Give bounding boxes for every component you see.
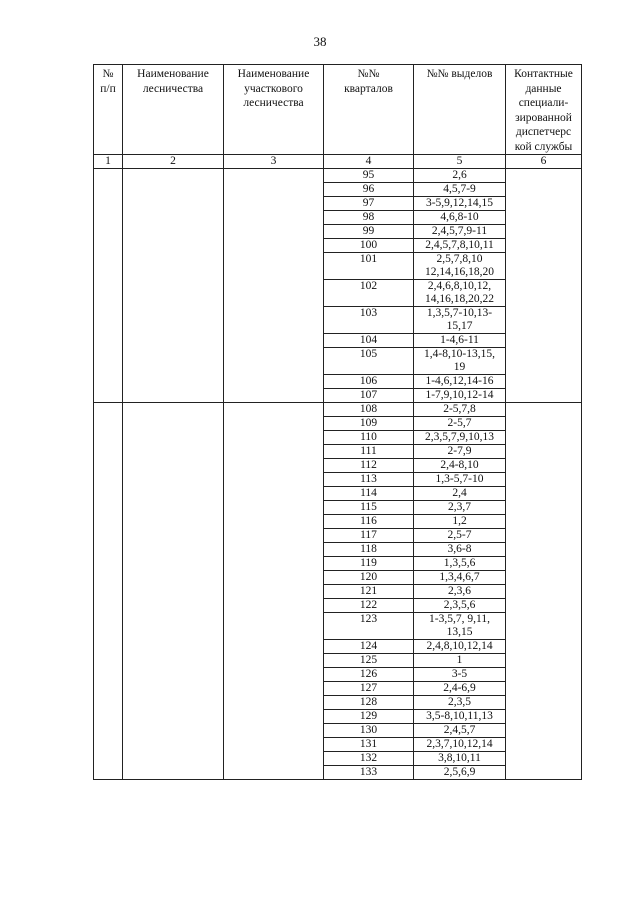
plots-cell: 1,2 (414, 515, 506, 529)
quarter-cell: 108 (324, 403, 414, 417)
quarter-cell: 133 (324, 766, 414, 780)
plots-cell: 2,4-8,10 (414, 459, 506, 473)
quarter-cell: 99 (324, 225, 414, 239)
header-forestry-name: Наименование лесничества (123, 65, 224, 155)
quarter-cell: 127 (324, 682, 414, 696)
quarter-cell: 132 (324, 752, 414, 766)
plots-cell: 2,3,5,6 (414, 599, 506, 613)
quarter-cell: 117 (324, 529, 414, 543)
plots-cell: 3-5,9,12,14,15 (414, 197, 506, 211)
plots-cell: 2,5,6,9 (414, 766, 506, 780)
plots-cell: 2,4 (414, 487, 506, 501)
blank-district-cell (224, 403, 324, 780)
plots-cell: 3,8,10,11 (414, 752, 506, 766)
quarter-cell: 118 (324, 543, 414, 557)
header-district-forestry-name: Наименование участкового лесничества (224, 65, 324, 155)
quarter-cell: 98 (324, 211, 414, 225)
header-plots: №№ выделов (414, 65, 506, 155)
blank-number-cell (94, 169, 123, 403)
plots-cell: 1-4,6,12,14-16 (414, 375, 506, 389)
plots-cell: 2,3,7 (414, 501, 506, 515)
plots-cell: 2,5,7,8,10 12,14,16,18,20 (414, 253, 506, 280)
plots-cell: 2-5,7,8 (414, 403, 506, 417)
column-number: 4 (324, 155, 414, 169)
quarter-cell: 97 (324, 197, 414, 211)
quarter-cell: 112 (324, 459, 414, 473)
plots-cell: 2,4,5,7 (414, 724, 506, 738)
column-number: 6 (506, 155, 582, 169)
quarter-cell: 122 (324, 599, 414, 613)
table-row (94, 403, 582, 417)
blank-contacts-cell (506, 403, 582, 780)
quarter-cell: 95 (324, 169, 414, 183)
table-body (94, 169, 582, 780)
plots-cell: 2-5,7 (414, 417, 506, 431)
plots-cell: 4,6,8-10 (414, 211, 506, 225)
plots-cell: 2,3,7,10,12,14 (414, 738, 506, 752)
quarter-cell: 107 (324, 389, 414, 403)
plots-cell: 2,5-7 (414, 529, 506, 543)
quarter-cell: 96 (324, 183, 414, 197)
quarter-cell: 105 (324, 348, 414, 375)
blank-contacts-cell (506, 169, 582, 403)
quarter-cell: 102 (324, 280, 414, 307)
quarter-cell: 109 (324, 417, 414, 431)
header-contacts: Контактные данные специали- зированной диспетчерс кой службы (506, 65, 582, 155)
table-header-row (94, 65, 582, 155)
blank-forestry-cell (123, 403, 224, 780)
plots-cell: 1,3,5,6 (414, 557, 506, 571)
plots-cell: 1-7,9,10,12-14 (414, 389, 506, 403)
plots-cell: 2,4,6,8,10,12, 14,16,18,20,22 (414, 280, 506, 307)
header-number: № п/п (94, 65, 123, 155)
plots-cell: 2,4,8,10,12,14 (414, 640, 506, 654)
plots-cell: 1 (414, 654, 506, 668)
quarter-cell: 115 (324, 501, 414, 515)
quarter-cell: 104 (324, 334, 414, 348)
column-number: 1 (94, 155, 123, 169)
quarter-cell: 126 (324, 668, 414, 682)
plots-cell: 4,5,7-9 (414, 183, 506, 197)
plots-cell: 2,4-6,9 (414, 682, 506, 696)
quarter-cell: 113 (324, 473, 414, 487)
quarter-cell: 130 (324, 724, 414, 738)
quarter-cell: 119 (324, 557, 414, 571)
quarter-cell: 131 (324, 738, 414, 752)
quarter-cell: 100 (324, 239, 414, 253)
blank-forestry-cell (123, 169, 224, 403)
column-number-row (94, 155, 582, 169)
quarter-cell: 129 (324, 710, 414, 724)
forestry-table (93, 64, 582, 780)
header-quarters: №№ кварталов (324, 65, 414, 155)
blank-number-cell (94, 403, 123, 780)
table-row (94, 169, 582, 183)
plots-cell: 1-3,5,7, 9,11, 13,15 (414, 613, 506, 640)
blank-district-cell (224, 169, 324, 403)
plots-cell: 2-7,9 (414, 445, 506, 459)
plots-cell: 1,3,5,7-10,13- 15,17 (414, 307, 506, 334)
plots-cell: 1-4,6-11 (414, 334, 506, 348)
plots-cell: 3,6-8 (414, 543, 506, 557)
quarter-cell: 124 (324, 640, 414, 654)
plots-cell: 2,4,5,7,9-11 (414, 225, 506, 239)
quarter-cell: 106 (324, 375, 414, 389)
plots-cell: 2,6 (414, 169, 506, 183)
quarter-cell: 123 (324, 613, 414, 640)
page-number: 38 (313, 34, 327, 49)
plots-cell: 3-5 (414, 668, 506, 682)
quarter-cell: 116 (324, 515, 414, 529)
plots-cell: 1,4-8,10-13,15, 19 (414, 348, 506, 375)
plots-cell: 1,3,4,6,7 (414, 571, 506, 585)
quarter-cell: 110 (324, 431, 414, 445)
quarter-cell: 121 (324, 585, 414, 599)
plots-cell: 3,5-8,10,11,13 (414, 710, 506, 724)
column-number: 3 (224, 155, 324, 169)
quarter-cell: 114 (324, 487, 414, 501)
plots-cell: 1,3-5,7-10 (414, 473, 506, 487)
quarter-cell: 103 (324, 307, 414, 334)
quarter-cell: 101 (324, 253, 414, 280)
quarter-cell: 125 (324, 654, 414, 668)
quarter-cell: 111 (324, 445, 414, 459)
plots-cell: 2,3,6 (414, 585, 506, 599)
plots-cell: 2,3,5,7,9,10,13 (414, 431, 506, 445)
quarter-cell: 128 (324, 696, 414, 710)
column-number: 2 (123, 155, 224, 169)
plots-cell: 2,4,5,7,8,10,11 (414, 239, 506, 253)
quarter-cell: 120 (324, 571, 414, 585)
plots-cell: 2,3,5 (414, 696, 506, 710)
column-number: 5 (414, 155, 506, 169)
